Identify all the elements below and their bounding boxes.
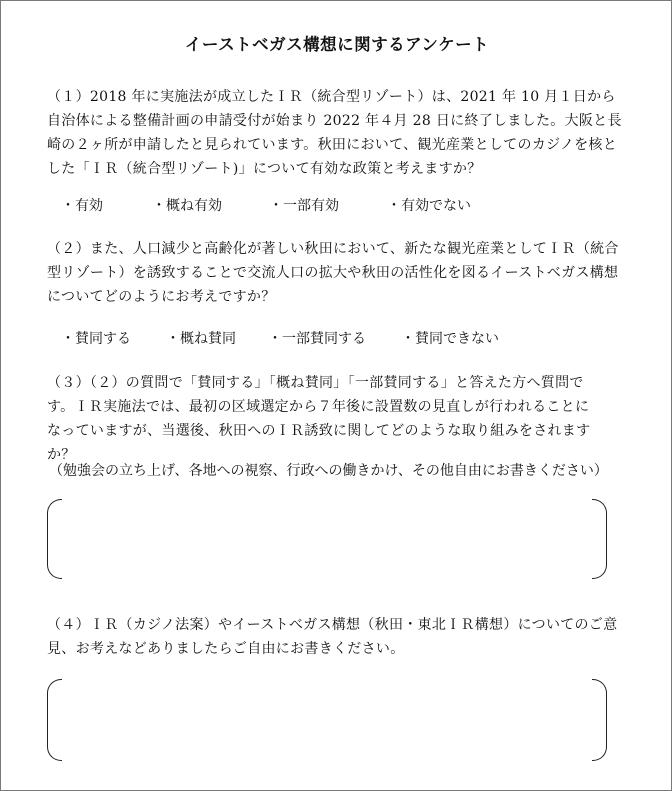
bracket-left: [47, 679, 62, 761]
question-2-text: （２）また、人口減少と高齢化が著しい秋田において、新たな観光産業としてＩＲ（統合型リゾート）を誘致することで交流人口の拡大や秋田の活性化を図るイーストベガス構想についてどのようにお考えですか？: [47, 241, 619, 305]
q1-option-partly-effective[interactable]: ・一部有効: [269, 198, 339, 214]
bracket-left: [47, 499, 62, 579]
answer-box-q3[interactable]: [47, 499, 607, 579]
q2-option-disagree[interactable]: ・賛同できない: [401, 331, 499, 347]
q1-option-not-effective[interactable]: ・有効でない: [387, 198, 471, 214]
question-3-note: （勉強会の立ち上げ、各地への視察、行政への働きかけ、その他自由にお書きください）: [49, 463, 608, 479]
question-3-text: （３）（２）の質問で「賛同する」「概ね賛同」「一部賛同する」と答えた方へ質問です。ＩＲ実施法では、最初の区域選定から７年後に設置数の見直しが行われることになっていますが、当選後、秋田へのＩＲ誘致に関してどのような取り組みをされますか？: [47, 375, 591, 463]
question-4-text: （４）ＩＲ（カジノ法案）やイーストベガス構想（秋田・東北ＩＲ構想）についてのご意見、お考えなどありましたらご自由にお書きください。: [47, 617, 618, 657]
bracket-right: [592, 499, 607, 579]
q1-option-mostly-effective[interactable]: ・概ね有効: [152, 198, 222, 214]
q2-option-mostly-agree[interactable]: ・概ね賛同: [166, 331, 236, 347]
q2-option-agree[interactable]: ・賛同する: [61, 331, 131, 347]
q2-option-partly-agree[interactable]: ・一部賛同する: [268, 331, 366, 347]
bracket-right: [592, 679, 607, 761]
answer-box-q4[interactable]: [47, 679, 607, 761]
q1-option-effective[interactable]: ・有効: [61, 198, 103, 214]
survey-title: イーストベガス構想に関するアンケート: [184, 35, 490, 54]
question-1-text: （１）2018 年に実施法が成立したＩＲ（統合型リゾート）は、2021 年 10 月１日から自治体による整備計画の申請受付が始まり 2022 年４月 28 日に終了しました。大阪と長崎の２ヶ所が申請したと見られています。秋田において、観光産業としてのカジノを核とした「ＩＲ（統合型リゾート)」について有効な政策と考えますか？: [47, 89, 622, 177]
